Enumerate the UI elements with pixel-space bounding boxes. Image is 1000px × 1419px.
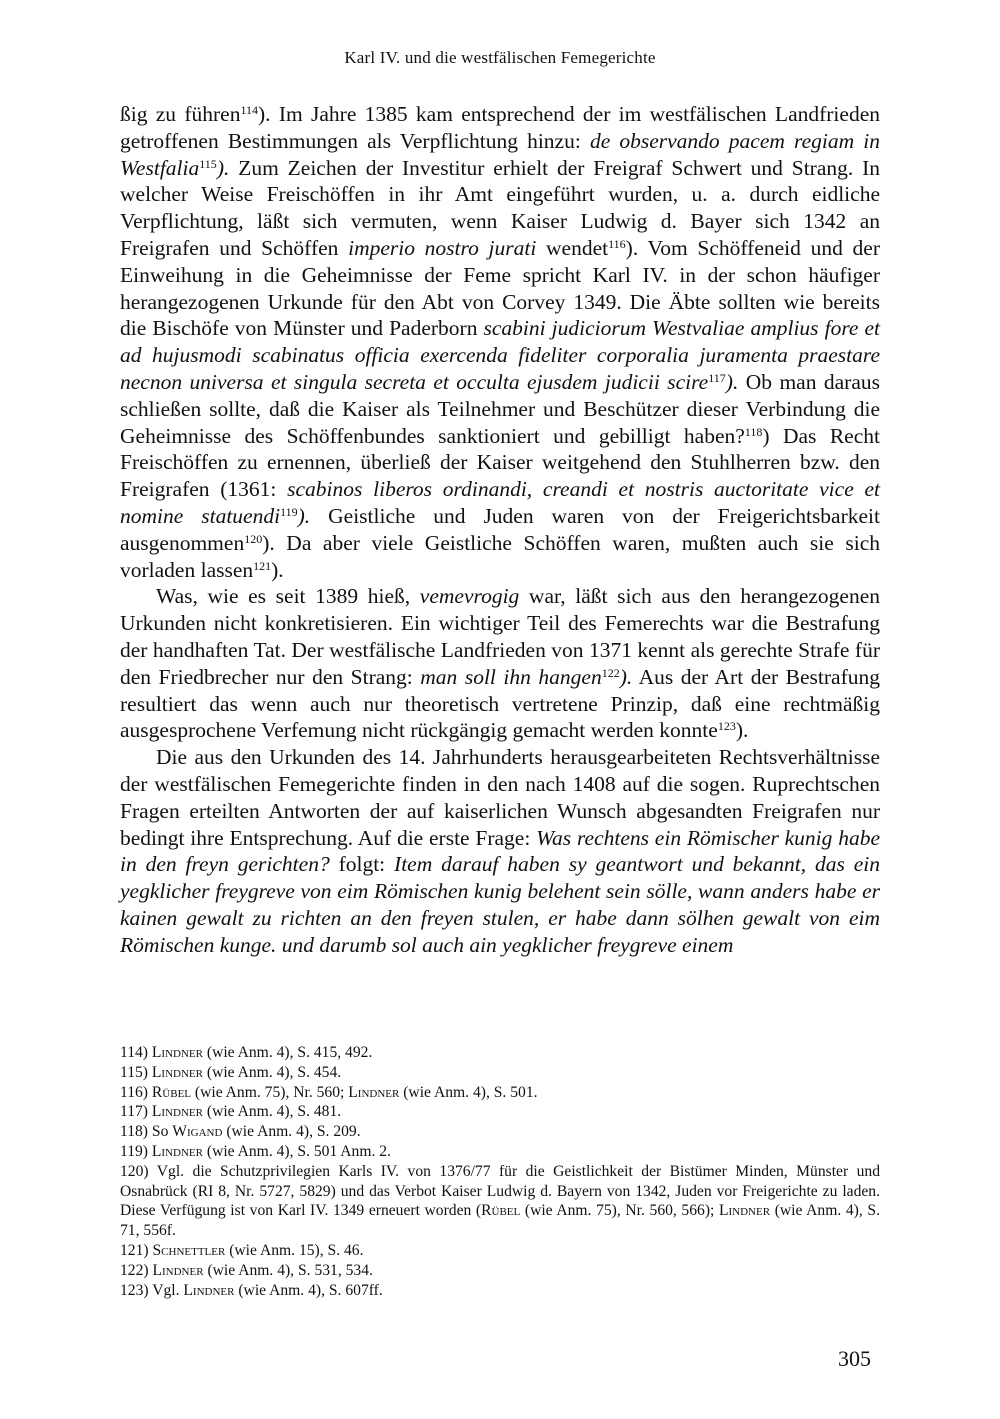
latin-quote: Was rechtens ein Römischer kunig habe in den freyn gerichten? [120, 825, 880, 877]
latin-quote: ). [297, 503, 311, 528]
text-run: wendet [536, 235, 609, 260]
text-run: (wie Anm. 4), S. 481. [202, 1103, 342, 1121]
text-run: (wie Anm. 4), S. 209. [222, 1123, 361, 1141]
text-run: (wie Anm. 4), S. 501. [399, 1083, 538, 1101]
footnote-ref: 114 [240, 103, 259, 117]
author-name: Lindner [151, 1103, 203, 1121]
footnote-ref: 122 [601, 665, 620, 680]
author-name: Lindner [151, 1142, 203, 1160]
footnote-ref: 120 [244, 531, 263, 546]
author-name: Rübel [481, 1202, 521, 1220]
text-run: folgt: [329, 852, 395, 877]
footnote [120, 1083, 880, 1103]
text-run: (wie Anm. 75), Nr. 560, 566); [520, 1202, 719, 1220]
text-run: ßig zu führen [120, 102, 241, 126]
footnote [120, 1261, 880, 1281]
paragraph [120, 583, 880, 744]
footnote-ref: 116 [608, 236, 626, 251]
author-name: Lindner [151, 1063, 203, 1081]
author-name: Rübel [151, 1083, 192, 1101]
author-name: Lindner [152, 1261, 204, 1279]
footnote-ref: 117 [708, 370, 726, 385]
main-text [120, 101, 880, 959]
text-run: 122) [120, 1261, 153, 1279]
latin-quote: ). [216, 155, 230, 180]
text-run: 120) Vgl. die Schutzprivilegien Karls IV. von 1376/77 für die Geistlichkeit der Bistümer Minden, Münster und Osnabrück (RI 8, Nr. 5727, 5829) und das Verbot Kaiser Ludwig d. Bayern von 1342, Juden vor Freigerichte zu laden. Diese Verfügung ist von Karl IV. 1349 erneuert worden ( [120, 1162, 880, 1220]
footnote [120, 1122, 880, 1142]
latin-quote: de observando pacem regiam in Westfalia [120, 128, 880, 180]
text-run: (wie Anm. 4), S. 531, 534. [203, 1261, 373, 1279]
text-run: Was, wie es seit 1389 hieß, [156, 584, 420, 609]
footnote [120, 1162, 880, 1241]
text-run: 117) [120, 1103, 152, 1121]
text-run: ). Im Jahre 1385 kam entsprechend der im westfälischen Landfrieden getroffenen Bestimmungen als Verpflichtung hinzu: [120, 102, 880, 153]
text-run: ) Das Recht Freischöffen zu ernennen, überließ der Kaiser weitgehend den Stuhlherren bzw. den Freigrafen (1361: [120, 423, 880, 502]
paragraph [120, 101, 880, 583]
footnote [120, 1142, 880, 1162]
text-run: Geistliche und Juden waren von der Freigerichtsbarkeit ausgenommen [120, 503, 881, 555]
footnote [120, 1241, 880, 1261]
text-run: 114) [120, 1044, 152, 1061]
footnote-ref: 119 [280, 504, 298, 519]
text-run: Zum Zeichen der Investitur erhielt der Freigraf Schwert und Strang. In welcher Weise Freischöffen in ihr Amt eingeführt wurden, u. a. durch eidliche Verpflichtung, läßt sich vermuten, wenn Kaiser Ludwig d. Bayer sich 1342 an Freigrafen und Schöffen [120, 155, 880, 260]
latin-quote: Item darauf haben sy geantwort und bekannt, das ein yegklicher freygreve von eim Römischen kunig belehent sein sölle, wann anders habe er kainen gewalt zu richten an den freyen stulen, er habe dann sölhen gewalt von eim Römischen kunge. und darumb sol auch ain yegklicher freygreve einem [120, 852, 880, 957]
footnote [120, 1063, 880, 1083]
text-run: 115) [120, 1063, 152, 1081]
text-run: (wie Anm. 4), S. 501 Anm. 2. [202, 1142, 391, 1160]
text-run: ). Da aber viele Geistliche Schöffen waren, mußten auch sie sich vorladen lassen [120, 530, 880, 582]
text-run: ). [735, 718, 749, 743]
text-run: 119) [120, 1142, 152, 1160]
author-name: Lindner [151, 1044, 203, 1061]
text-run: 118) So [120, 1123, 173, 1141]
author-name: Lindner [183, 1281, 235, 1299]
text-run: (wie Anm. 4), S. 454. [202, 1063, 342, 1081]
latin-quote: ). [619, 664, 633, 689]
text-run: (wie Anm. 4), S. 71, 556f. [120, 1202, 880, 1240]
footnotes [120, 1043, 880, 1300]
running-head: Karl IV. und die westfälischen Femegerichte [344, 48, 656, 67]
text-run: (wie Anm. 4), S. 607ff. [234, 1281, 383, 1299]
text-run: (wie Anm. 4), S. 415, 492. [202, 1044, 373, 1061]
footnote [120, 1102, 880, 1122]
text-run: Ob man daraus schließen sollte, daß die Kaiser als Teilnehmer und Beschützer dieser Verbindung die Geheimnisse des Schöffenbundes sanktioniert und gebilligt haben? [120, 369, 880, 448]
author-name: Lindner [348, 1083, 400, 1101]
paragraph [120, 744, 880, 958]
text-run: Aus der Art der Bestrafung resultiert das wenn auch nur theoretisch vertretene Prinzip, daß eine rechtmäßig ausgesprochene Verfemung nicht rückgängig gemacht werden konnte [120, 664, 881, 743]
footnote-ref: 121 [253, 558, 272, 573]
text-run: (wie Anm. 75), Nr. 560; [191, 1083, 349, 1101]
footnote-ref: 115 [199, 156, 217, 171]
text-run: (wie Anm. 15), S. 46. [225, 1241, 364, 1259]
footnote [120, 1043, 880, 1063]
latin-quote: vemevrogig [419, 584, 520, 609]
footnote [120, 1281, 880, 1301]
text-run: 123) Vgl. [120, 1281, 184, 1299]
text-run: ). [271, 557, 284, 582]
page-number: 305 [838, 1346, 871, 1371]
footnote-ref: 118 [744, 424, 763, 439]
latin-quote: man soll ihn hangen [420, 664, 602, 689]
text-run: 121) [120, 1241, 153, 1259]
author-name: Wigand [172, 1123, 223, 1141]
latin-quote: ). [725, 369, 739, 394]
author-name: Schnettler [152, 1241, 226, 1259]
text-run: 116) [120, 1083, 152, 1101]
footnote-ref: 123 [717, 719, 736, 734]
latin-quote: scabini judiciorum Westvaliae amplius fore et ad hujusmodi scabinatus officia exercenda fideliter corporalia juramenta praestare necnon universa et singula secreta et occulta ejusdem judicii scire [120, 316, 880, 394]
latin-quote: imperio nostro jurati [348, 235, 537, 260]
text-run: ). Vom Schöffeneid und der Einweihung in die Geheimnisse der Feme spricht Karl IV. in der schon häufiger herangezogenen Urkunde für den Abt von Corvey 1349. Die Äbte sollten wie bereits die Bischöfe von Münster und Paderborn [120, 235, 880, 341]
latin-quote: scabinos liberos ordinandi, creandi et nostris auctoritate vice et nomine statuendi [120, 477, 880, 528]
text-run: war, läßt sich aus den herangezogenen Urkunden nicht konkretisieren. Ein wichtiger Teil des Femerechts war die Bestrafung der handhaften Tat. Der westfälische Landfrieden von 1371 kennt als gerechte Strafe für den Friedbrecher nur den Strang: [120, 584, 881, 689]
author-name: Lindner [718, 1202, 771, 1220]
text-run: Die aus den Urkunden des 14. Jahrhunderts herausgearbeiteten Rechtsverhältnisse der westfälischen Femegerichte finden in den nach 1408 auf die sogen. Ruprechtschen Fragen erteilten Antworten der auf kaiserlichen Wunsch abgesandten Freigrafen nur bedingt ihre Entsprechung. Auf die erste Frage: [120, 745, 880, 850]
